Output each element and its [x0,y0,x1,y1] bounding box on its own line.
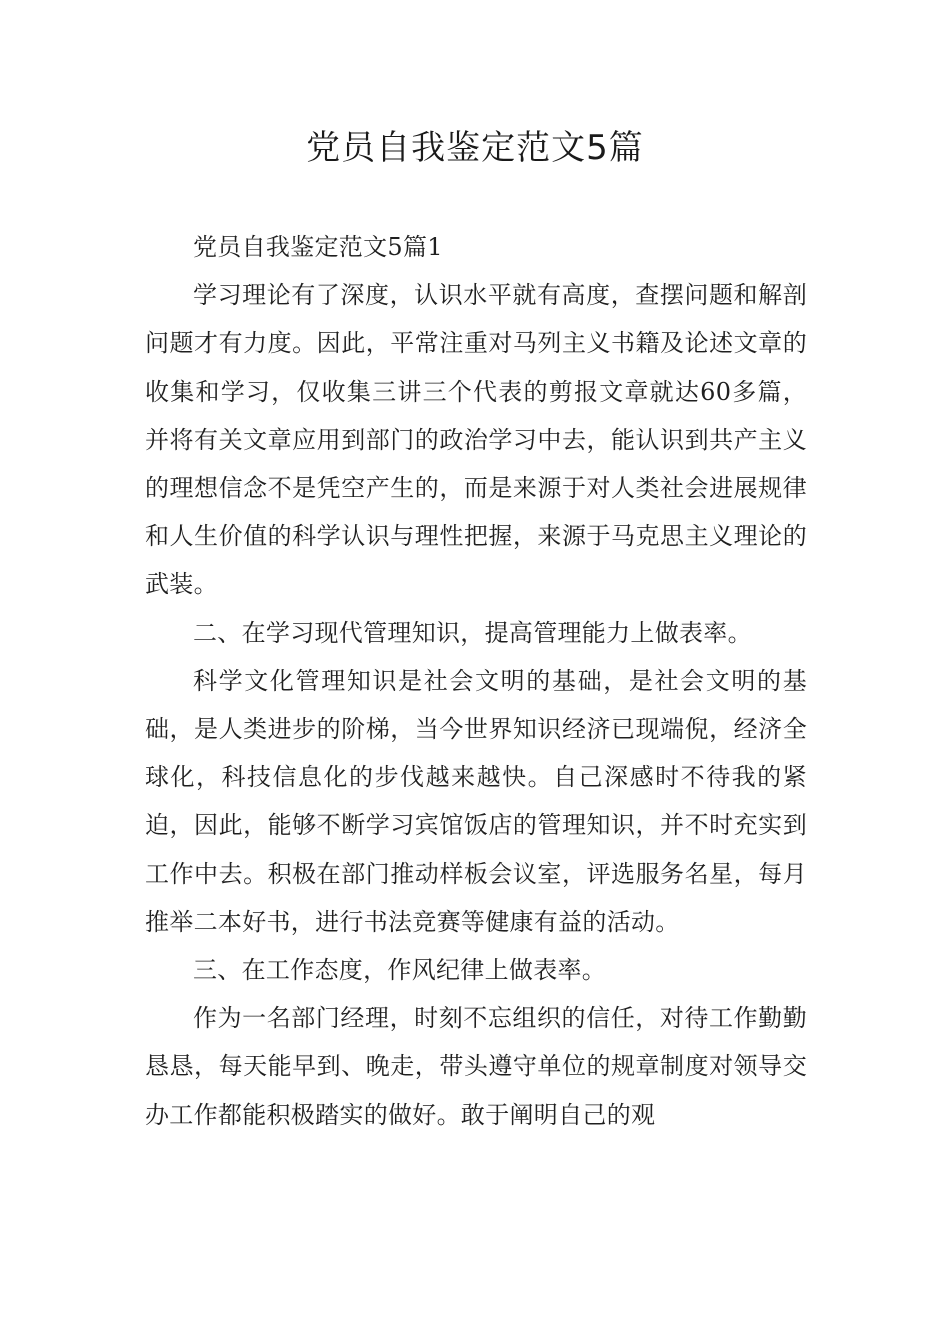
section-heading: 党员自我鉴定范文5篇1 [193,233,443,261]
body-paragraph: 作为一名部门经理，时刻不忘组织的信任，对待工作勤勤恳恳，每天能早到、晚走，带头遵守单位的规章制度对领导交办工作都能积极踏实的做好。敢于阐明自己的观 [145,1004,807,1129]
body-paragraph: 学习理论有了深度，认识水平就有高度，查摆问题和解剖问题才有力度。因此，平常注重对马列主义书籍及论述文章的收集和学习，仅收集三讲三个代表的剪报文章就达60多篇，并将有关文章应用到部门的政治学习中去，能认识到共产主义的理想信念不是凭空产生的，而是来源于对人类社会进展规律和人生价值的科学认识与理性把握，来源于马克思主义理论的武装。 [145,281,807,599]
document-title: 党员自我鉴定范文5篇 [306,128,644,168]
section-heading: 二、在学习现代管理知识，提高管理能力上做表率。 [193,618,752,647]
section-heading: 三、在工作态度，作风纪律上做表率。 [193,956,607,985]
body-paragraph: 科学文化管理知识是社会文明的基础，是社会文明的基础，是人类进步的阶梯，当今世界知识经济已现端倪，经济全球化，科技信息化的步伐越来越快。自己深感时不待我的紧迫，因此，能够不断学习宾馆饭店的管理知识，并不时充实到工作中去。积极在部门推动样板会议室，评选服务名星，每月推举二本好书，进行书法竞赛等健康有益的活动。 [145,666,807,936]
document-body [145,223,807,1139]
